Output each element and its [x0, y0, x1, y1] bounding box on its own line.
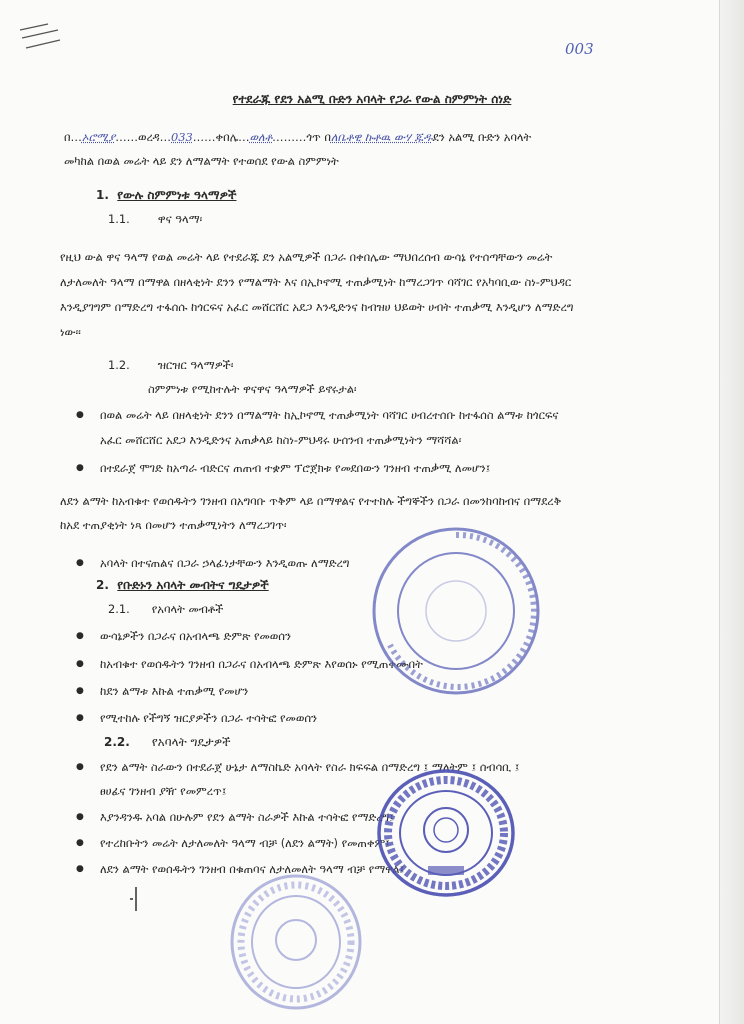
list-item: ● አባላት በተናጠልና በጋራ ኃላፊነታቸውን እንዲወጡ ለማድረግ	[100, 556, 350, 571]
paragraph-line: ለደን ልማት ከአብቁተ የወሰዱትን ገንዘብ በአግባቡ ጥቅም ላይ በማዋልና የተተከሉ ችግኞችን በጋራ በመንከባከብና በማደረቅ	[60, 494, 562, 508]
list-item: ● በወል መሬት ላይ በዘላቂነት ደንን በማልማት ከኢኮኖሚ ተጠቃሚነት ባሻገር ሀብረተሰቡ ከተፋሰስ ልማቱ ከጎርፍና	[100, 408, 558, 423]
paragraph-line: ለታለመለት ዓላማ በማዋል በዘላቂነት ደንን የማልማት እና በኢኮኖሚ ተጠቃሚነት ከማረጋገጥ ባሻገር የአካባቢው ስነ-ምህዳር	[60, 275, 572, 289]
list-item: ● ከደን ልማቱ እኩል ተጠቃሚ የመሆን	[100, 684, 248, 699]
lower-seal-stamp	[228, 872, 364, 1012]
list-item: ● የደን ልማት ስራውን በተደራጀ ሁኔታ ለማስኬድ አባላት የስራ ክፍፍል በማድረግ ፤ ማለትም ፤ ሰብሳቢ ፤	[100, 760, 519, 775]
subsection-2-2: 2.2. የአባላት ግዴታዎች	[104, 735, 231, 749]
subsection-2-1: 2.1. የአባላት መብቶች	[108, 602, 224, 616]
list-item: ● የሚተከሉ የችግኝ ዝርያዎችን በጋራ ተሳትፎ የመወሰን	[100, 711, 317, 726]
staple-mark-icon	[18, 22, 62, 52]
signature-mark-icon	[128, 885, 140, 913]
paragraph-line: የዚህ ውል ዋና ዓላማ የወል መሬት ላይ የተደራጁ ደን አልሚዎች በጋራ በቀበሌው ማህበረሰብ ውሳኔ የተሰጣቸውን መሬት	[60, 250, 553, 264]
list-item: ● የተረከቡትን መሬት ለታለመለት ዓላማ ብቻ (ለደን ልማት) የመጠቀም፤	[100, 836, 390, 851]
paragraph-line: ነው፡፡	[60, 325, 81, 339]
group-value: ለቤቶዊ ኩቶዉ ውሃ ጁዱ	[330, 130, 433, 144]
list-item: ● በተደራጀ ሞገድ ከአጣራ ብድርና ጠጠብ ተቋም ፕሮጀክቱ የመደበውን ገንዘብ ተጠቃሚ ለመሆን፤	[100, 461, 490, 476]
document-title: የተደራጁ የደን አልሚ ቡድን አባላት የጋራ የውል ስምምነት ሰነድ	[232, 92, 512, 106]
subsection-1-2-intro: ስምምነቱ የሚከተሉት ዋናዋና ዓላማዎች ይኖሩታል፡	[148, 382, 357, 396]
kebele-value: ወለቶ	[249, 130, 273, 144]
list-item: ● ከአብቁተ የወሰዱትን ገንዘብ በጋራና በአብላጫ ድምጽ እየወሰኑ የሚጠቀሙበት	[100, 657, 423, 672]
paragraph-line: እንዲያገግም በማድረግ ተፋሰሱ ከጎርፍና አፈር መሸርሸር አደጋ እንዲድንና ከብዝሀ ህይወት ሀብት ተጠቃሚ እንዲሆን ለማድረግ	[60, 300, 574, 314]
list-item: ● ለደን ልማት የወሰዱትን ገንዘብ በቁጠባና ለታለመለት ዓላማ ብቻ የማዋል፤	[100, 862, 404, 877]
woreda-seal-stamp	[376, 768, 516, 898]
list-item-continuation: አፈር መሸርሸር አደጋ እንዲድንና አጠቃላይ ከስነ-ምህዳሩ ሁሰንብ ተጠቃሚነትን ማሻሻል፡	[100, 433, 462, 447]
region-value: ኦሮሚያ	[81, 130, 116, 144]
intro-line-2: መካከል በወል መሬት ላይ ደን ለማልማት የተወሰደ የውል ስምምነት	[64, 154, 339, 168]
page-edge	[719, 0, 744, 1024]
subsection-1-1: 1.1. ዋና ዓላማ፡	[108, 212, 203, 226]
list-item: ● እያንዳንዱ አባል በሁሉም የደን ልማት ስራዎች እኩል ተሳትፎ የማድረግ፤	[100, 810, 394, 825]
subsection-1-2: 1.2. ዝርዝር ዓላማዎች፡	[108, 358, 234, 372]
section-1-heading: 1. የውሉ ስምምነቱ ዓላማዎች	[96, 188, 237, 202]
intro-line-1: በ…ኦሮሚያ……ወረዳ…033……ቀበሌ…ወለቶ………ጎጥ በለቤቶዊ ኩቶዉ ውሃ ጁዱደን አልሚ ቡድን አባላት	[64, 130, 532, 144]
page-number: 003	[565, 40, 594, 58]
kebele-seal-stamp	[370, 525, 542, 697]
list-item: ● ውሳኔዎችን በጋራና በአብላጫ ድምጽ የመወሰን	[100, 629, 291, 644]
paragraph-line: ከአደ ተጠያቂነት ነጻ በመሆን ተጠቃሚነትን ለማረጋገጥ፡	[60, 518, 287, 532]
list-item-continuation: ፀሀፊና ገንዘብ ያዥ የመምረጥ፤	[100, 784, 227, 798]
woreda-value: 033	[171, 130, 193, 144]
section-2-heading: 2. የቡድኑን አባላት መብትና ግዴታዎች	[96, 578, 269, 592]
